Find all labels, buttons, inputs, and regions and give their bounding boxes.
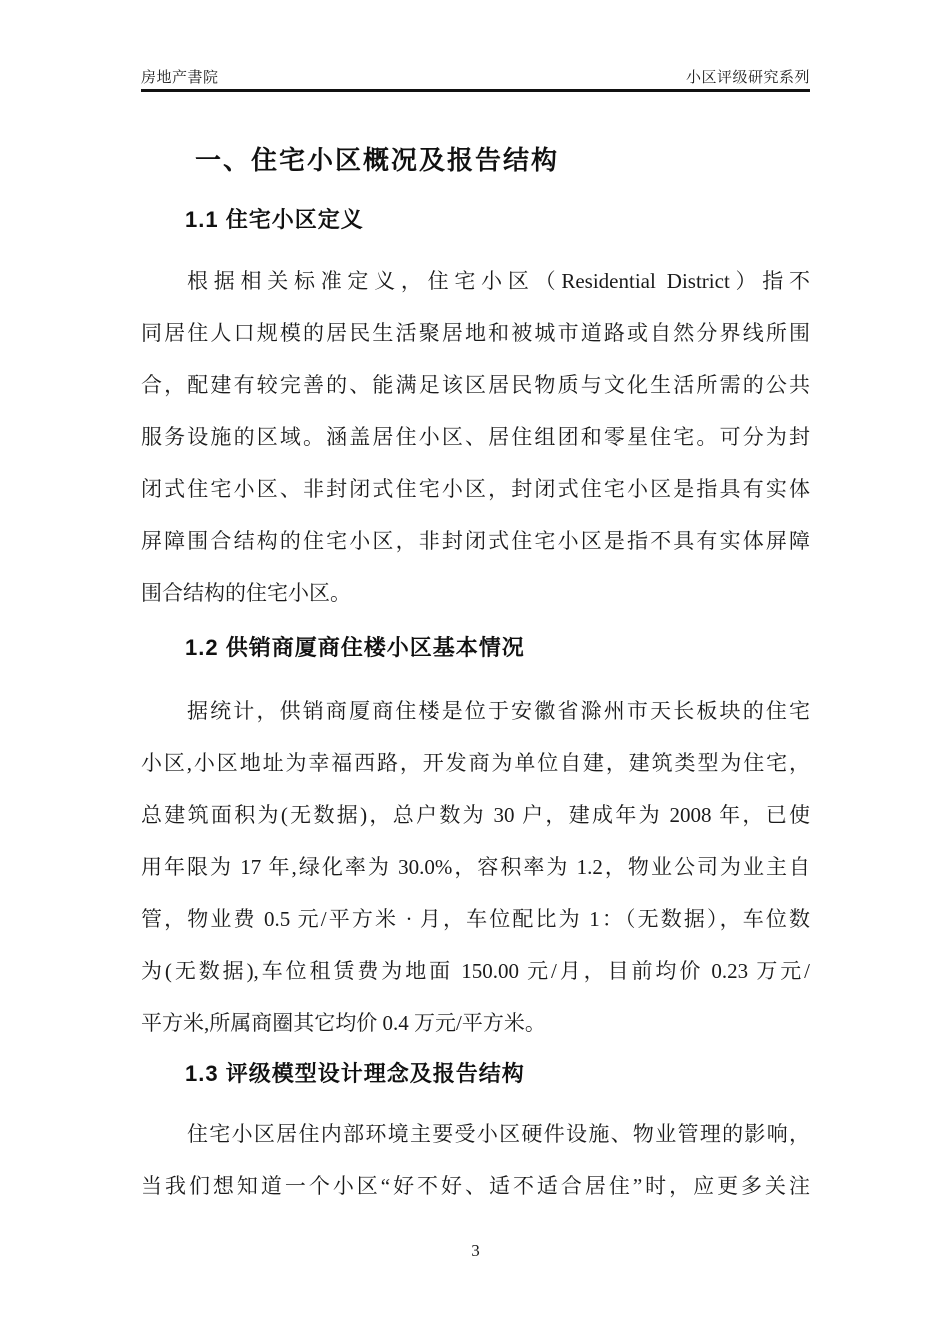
header-divider xyxy=(141,89,810,92)
page-number: 3 xyxy=(471,1241,480,1260)
page-footer xyxy=(141,1241,810,1261)
header-left-text: 房地产書院 xyxy=(141,69,219,86)
paragraph-line: 当我们想知道一个小区“好不好、适不适合居住”时，应更多关注 xyxy=(141,1174,810,1198)
paragraph-line: 为(无数据),车位租赁费为地面 150.00 元/月，目前均价 0.23 万元/ xyxy=(141,959,810,983)
page-title: 一、住宅小区概况及报告结构 xyxy=(195,145,560,175)
paragraph-line: 据统计，供销商厦商住楼是位于安徽省滁州市天长板块的住宅 xyxy=(187,699,810,723)
section-heading-1-1: 1.1 住宅小区定义 xyxy=(185,207,364,232)
header-right-text: 小区评级研究系列 xyxy=(685,69,810,86)
paragraph-line: 围合结构的住宅小区。 xyxy=(141,581,351,605)
paragraph-line: 管，物业费 0.5 元/平方米 · 月，车位配比为 1：（无数据），车位数 xyxy=(141,907,810,931)
section-heading-1-2: 1.2 供销商厦商住楼小区基本情况 xyxy=(185,635,525,660)
paragraph-1-1 xyxy=(141,255,810,619)
paragraph-line: 用年限为 17 年,绿化率为 30.0%，容积率为 1.2，物业公司为业主自 xyxy=(141,855,810,879)
paragraph-1-3 xyxy=(141,1108,810,1212)
paragraph-line: 小区,小区地址为幸福西路，开发商为单位自建，建筑类型为住宅， xyxy=(141,751,810,775)
paragraph-line: 住宅小区居住内部环境主要受小区硬件设施、物业管理的影响， xyxy=(187,1122,810,1146)
paragraph-line: 服务设施的区域。涵盖居住小区、居住组团和零星住宅。可分为封 xyxy=(141,425,810,449)
page-header xyxy=(141,66,810,87)
paragraph-line: 闭式住宅小区、非封闭式住宅小区，封闭式住宅小区是指具有实体 xyxy=(141,477,810,501)
paragraph-line: 根据相关标准定义，住宅小区（Residential District）指不 xyxy=(187,269,810,293)
paragraph-line: 合，配建有较完善的、能满足该区居民物质与文化生活所需的公共 xyxy=(141,373,810,397)
paragraph-line: 屏障围合结构的住宅小区，非封闭式住宅小区是指不具有实体屏障 xyxy=(141,529,810,553)
section-heading-1-3: 1.3 评级模型设计理念及报告结构 xyxy=(185,1061,525,1086)
paragraph-line: 总建筑面积为(无数据)，总户数为 30 户，建成年为 2008 年，已使 xyxy=(141,803,810,827)
paragraph-line: 平方米,所属商圈其它均价 0.4 万元/平方米。 xyxy=(141,1011,546,1035)
paragraph-line: 同居住人口规模的居民生活聚居地和被城市道路或自然分界线所围 xyxy=(141,321,810,345)
paragraph-1-2 xyxy=(141,685,810,1049)
